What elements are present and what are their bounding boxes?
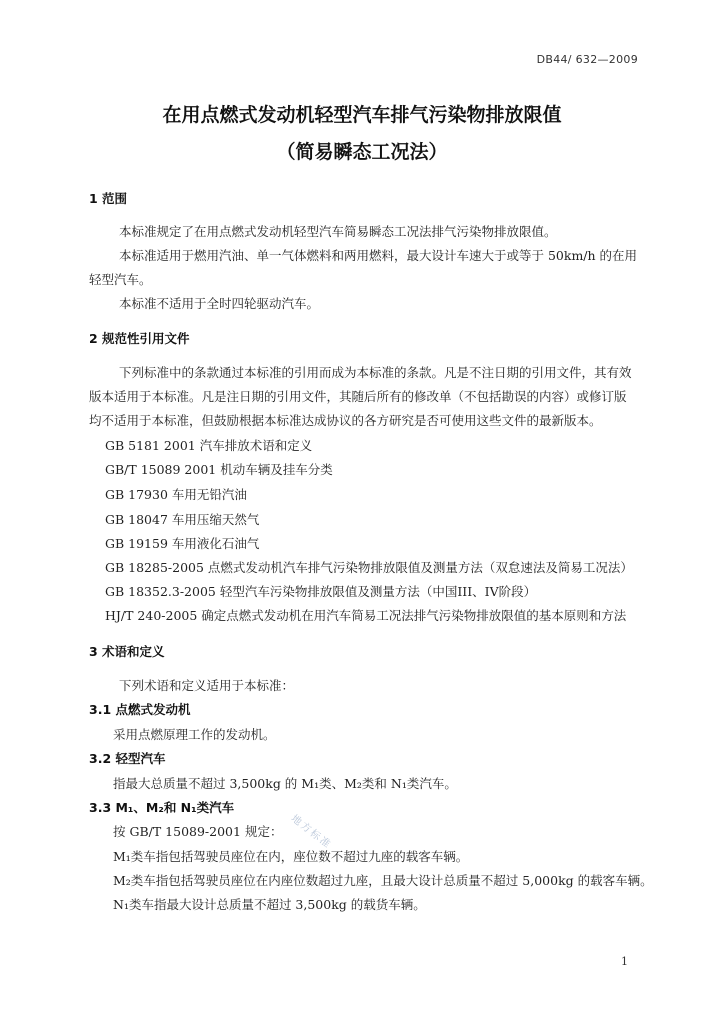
reference-item: GB 5181 2001 汽车排放术语和定义 <box>105 438 313 453</box>
section-1-paragraph-2-line-1: 本标准适用于燃用汽油、单一气体燃料和两用燃料，最大设计车速大于或等于 50km/h 的在用 <box>119 248 638 263</box>
section-3-2-text: 指最大总质量不超过 3,500kg 的 M₁类、M₂类和 N₁类汽车。 <box>113 776 457 791</box>
document-id: DB44/ 632—2009 <box>536 53 638 66</box>
section-3-2-heading: 3.2 轻型汽车 <box>89 751 166 766</box>
page-number: 1 <box>621 955 628 968</box>
section-2-paragraph-line-3: 均不适用于本标准，但鼓励根据本标准达成协议的各方研究是否可使用这些文件的最新版本。 <box>89 413 602 428</box>
section-3-heading: 3 术语和定义 <box>89 644 165 659</box>
section-1-heading: 1 范围 <box>89 191 128 206</box>
reference-item: GB 18047 车用压缩天然气 <box>105 512 260 527</box>
section-1-paragraph-3: 本标准不适用于全时四轮驱动汽车。 <box>119 296 320 311</box>
document-subtitle: （简易瞬态工况法） <box>276 141 448 163</box>
section-3-1-text: 采用点燃原理工作的发动机。 <box>113 727 276 742</box>
document-title: 在用点燃式发动机轻型汽车排气污染物排放限值 <box>162 104 562 126</box>
section-3-3-text-2: M₁类车指包括驾驶员座位在内，座位数不超过九座的载客车辆。 <box>113 849 469 864</box>
reference-item: GB 19159 车用液化石油气 <box>105 536 260 551</box>
watermark: 地方标准 <box>288 813 334 852</box>
reference-item: GB 18352.3-2005 轻型汽车污染物排放限值及测量方法（中国III、IV阶段） <box>105 584 537 599</box>
reference-item: GB 18285-2005 点燃式发动机汽车排气污染物排放限值及测量方法（双怠速法及简易工况法） <box>105 560 633 575</box>
reference-item: GB 17930 车用无铅汽油 <box>105 487 247 502</box>
section-3-3-text-1: 按 GB/T 15089-2001 规定： <box>113 824 283 839</box>
section-3-3-text-3: M₂类车指包括驾驶员座位在内座位数超过九座，且最大设计总质量不超过 5,000kg 的载客车辆。 <box>113 873 653 888</box>
reference-item: GB/T 15089 2001 机动车辆及挂车分类 <box>105 462 333 477</box>
section-3-3-text-4: N₁类车指最大设计总质量不超过 3,500kg 的载货车辆。 <box>113 897 426 912</box>
section-1-paragraph-1: 本标准规定了在用点燃式发动机轻型汽车简易瞬态工况法排气污染物排放限值。 <box>119 224 557 239</box>
section-3-1-heading: 3.1 点燃式发动机 <box>89 702 191 717</box>
reference-item: HJ/T 240-2005 确定点燃式发动机在用汽车简易工况法排气污染物排放限值的基本原则和方法 <box>105 608 627 623</box>
section-3-3-heading: 3.3 M₁、M₂和 N₁类汽车 <box>89 800 235 815</box>
section-2-heading: 2 规范性引用文件 <box>89 331 190 346</box>
section-3-intro: 下列术语和定义适用于本标准： <box>119 678 295 693</box>
section-1-paragraph-2-line-2: 轻型汽车。 <box>89 272 152 287</box>
section-2-paragraph-line-1: 下列标准中的条款通过本标准的引用而成为本标准的条款。凡是不注日期的引用文件，其有效 <box>119 365 632 380</box>
section-2-paragraph-line-2: 版本适用于本标准。凡是注日期的引用文件，其随后所有的修改单（不包括勘误的内容）或修订版 <box>89 389 627 404</box>
